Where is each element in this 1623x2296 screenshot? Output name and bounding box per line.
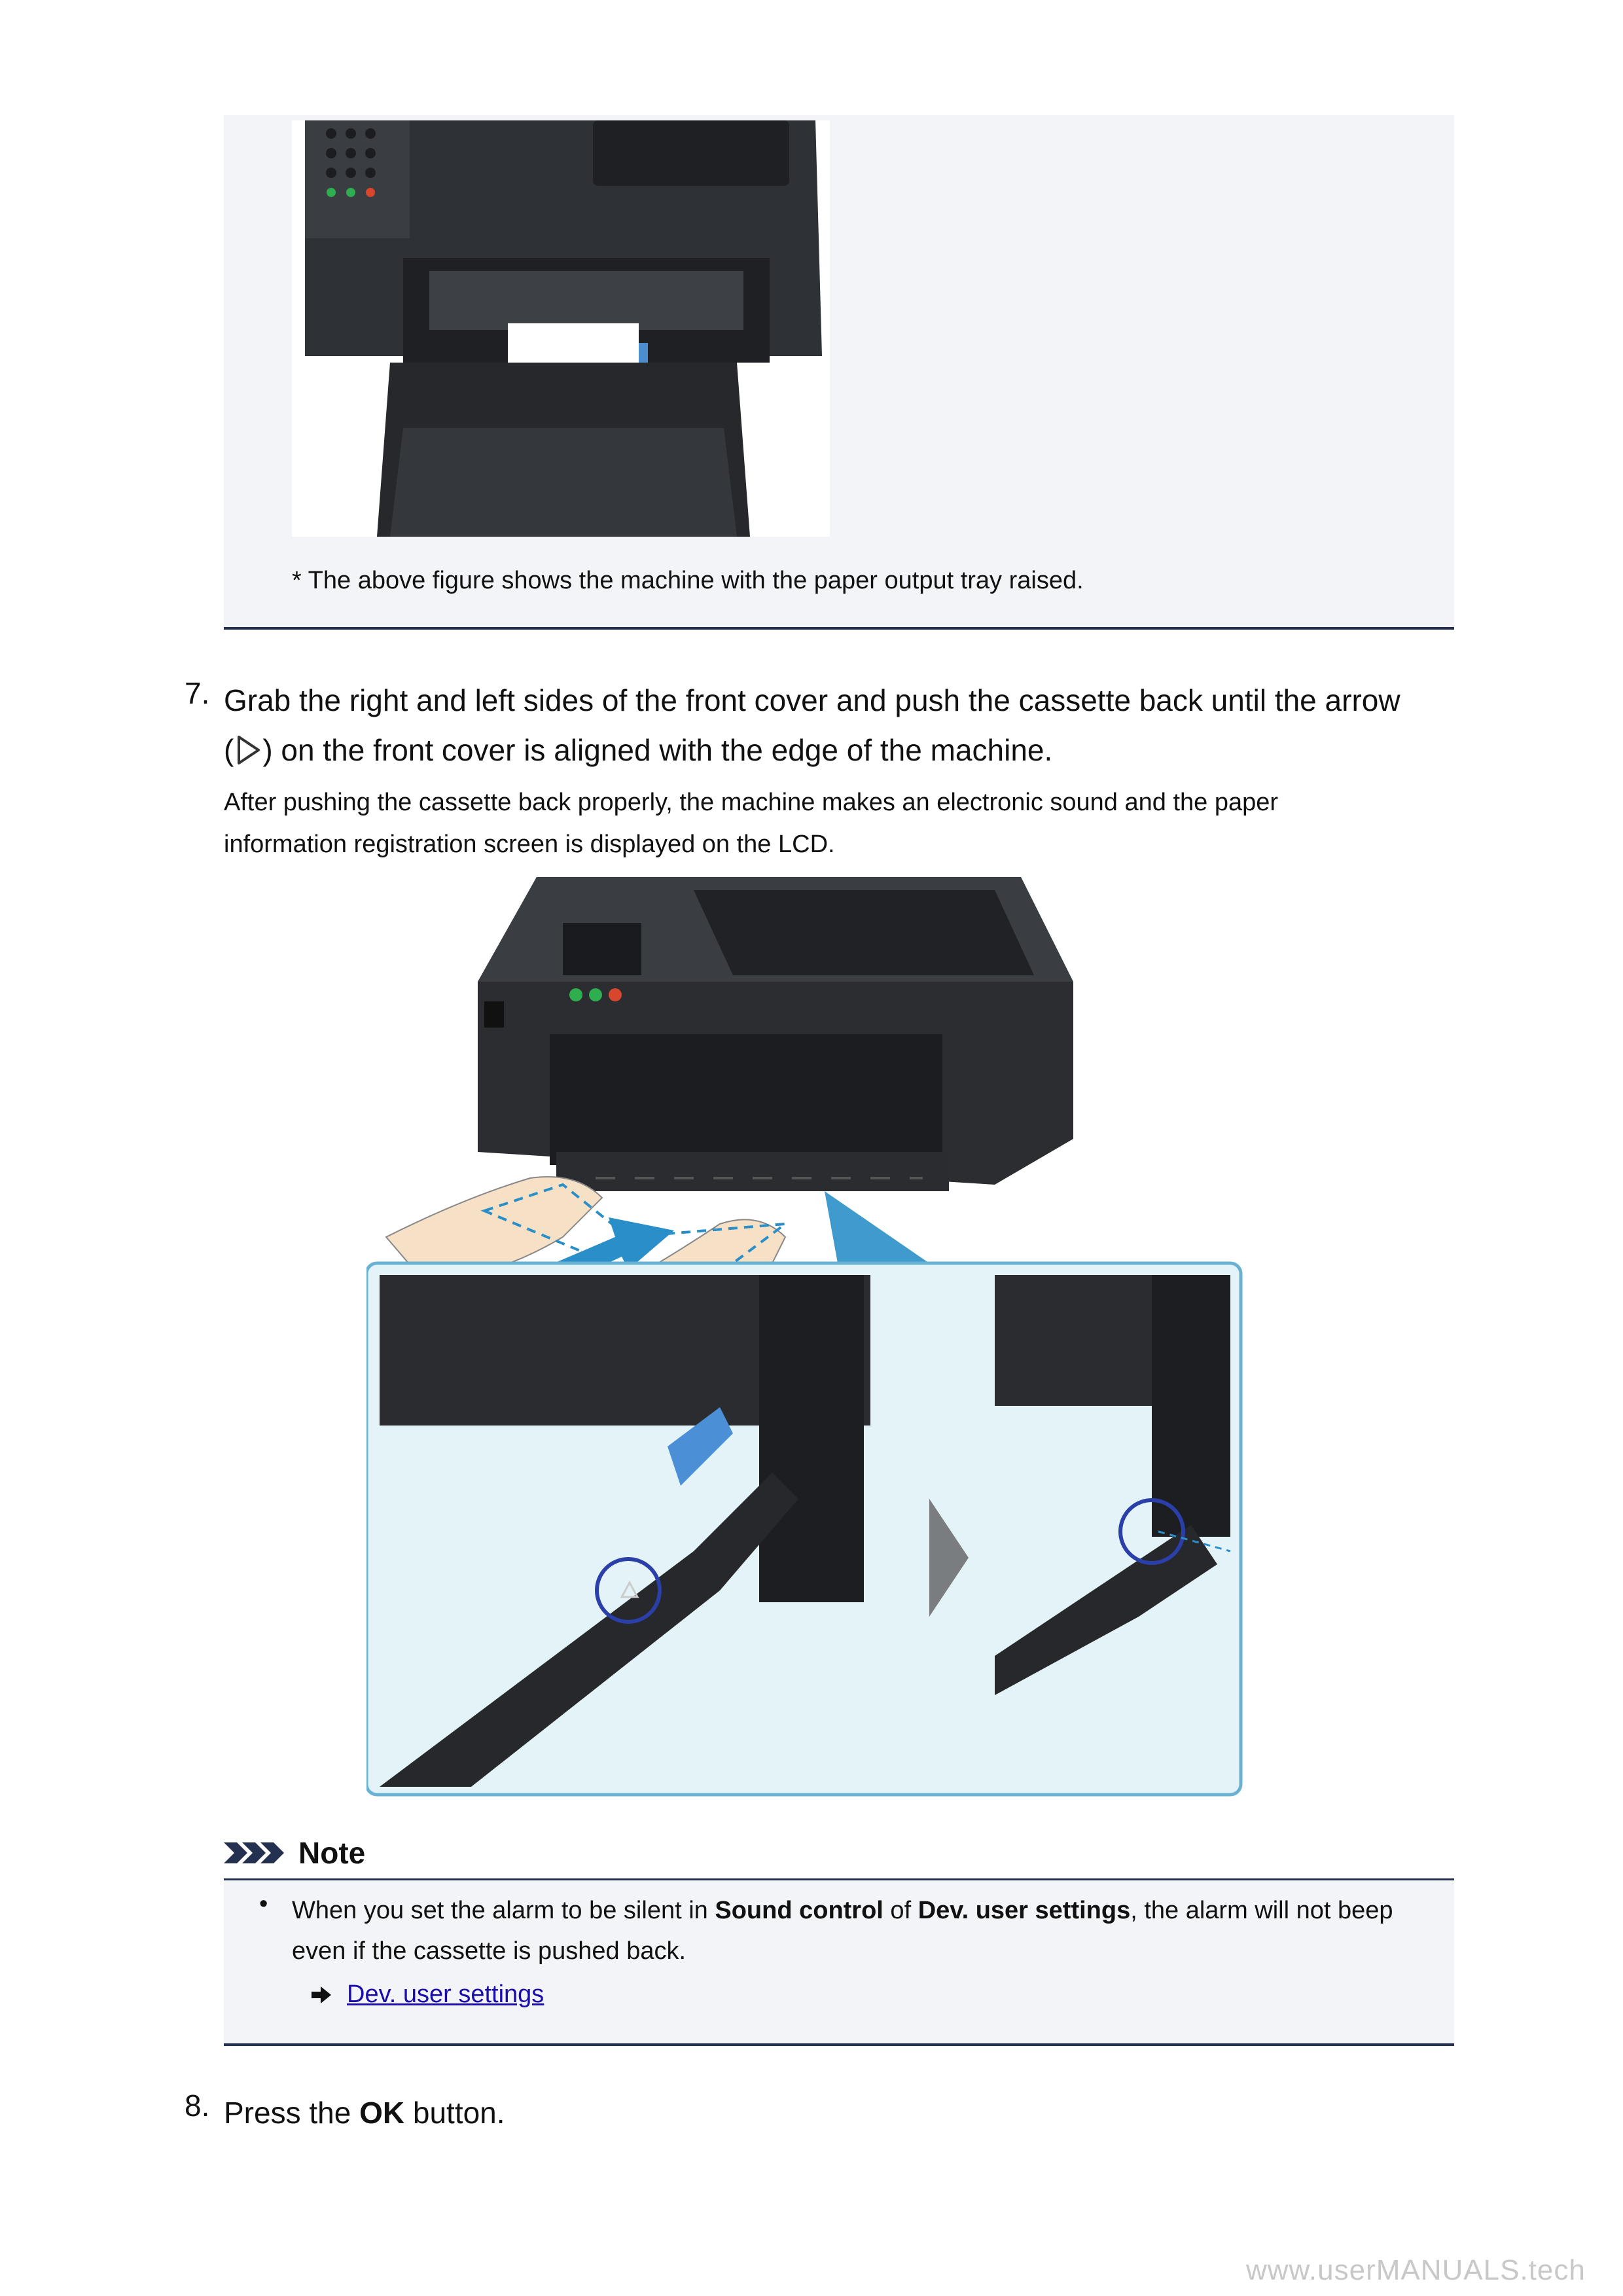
printer-illustration bbox=[478, 877, 1073, 1191]
note-chevrons-icon bbox=[224, 1840, 289, 1866]
step-7-number: 7. bbox=[185, 676, 210, 710]
note-header bbox=[224, 1835, 365, 1871]
note-top-rule bbox=[224, 1878, 1454, 1880]
arrow-right-icon bbox=[312, 1986, 331, 2003]
step-7-text-rest: ) on the front cover is aligned with the edge of the machine. bbox=[262, 733, 1053, 767]
step-8-text: Press the OK button. bbox=[224, 2096, 505, 2130]
cassette-push-illustration bbox=[366, 870, 1243, 1800]
triangle-arrow-icon bbox=[234, 733, 262, 767]
figure-box-rule bbox=[224, 627, 1454, 630]
step-7-paren: ( bbox=[224, 733, 234, 767]
note-text: When you set the alarm to be silent in Sound control of Dev. user settings, the alarm will not beep even if the cassette is pushed back. bbox=[292, 1897, 1393, 1965]
sound-control-term: Sound control bbox=[715, 1897, 883, 1924]
figure-caption: * The above figure shows the machine with the paper output tray raised. bbox=[292, 567, 1084, 594]
dev-user-settings-term: Dev. user settings bbox=[918, 1897, 1131, 1924]
note-bottom-rule bbox=[224, 2043, 1454, 2046]
step-7-text-line1: Grab the right and left sides of the front cover and push the cassette back until the arrow bbox=[224, 683, 1400, 717]
dev-user-settings-link[interactable]: Dev. user settings bbox=[347, 1981, 544, 2008]
watermark: www.userMANUALS.tech bbox=[1246, 2254, 1586, 2286]
step-8-number: 8. bbox=[185, 2089, 210, 2123]
note-title: Note bbox=[298, 1836, 366, 1870]
note-bullet: • bbox=[259, 1890, 268, 1918]
step-7-text-line2 bbox=[224, 725, 1052, 775]
ok-button-term: OK bbox=[359, 2096, 405, 2130]
step-7-subtext: After pushing the cassette back properly, the machine makes an electronic sound and the paper information registration screen is displayed on the LCD. bbox=[224, 789, 1279, 858]
note-link-row bbox=[312, 1981, 544, 2009]
printer-front-photo bbox=[292, 120, 830, 537]
